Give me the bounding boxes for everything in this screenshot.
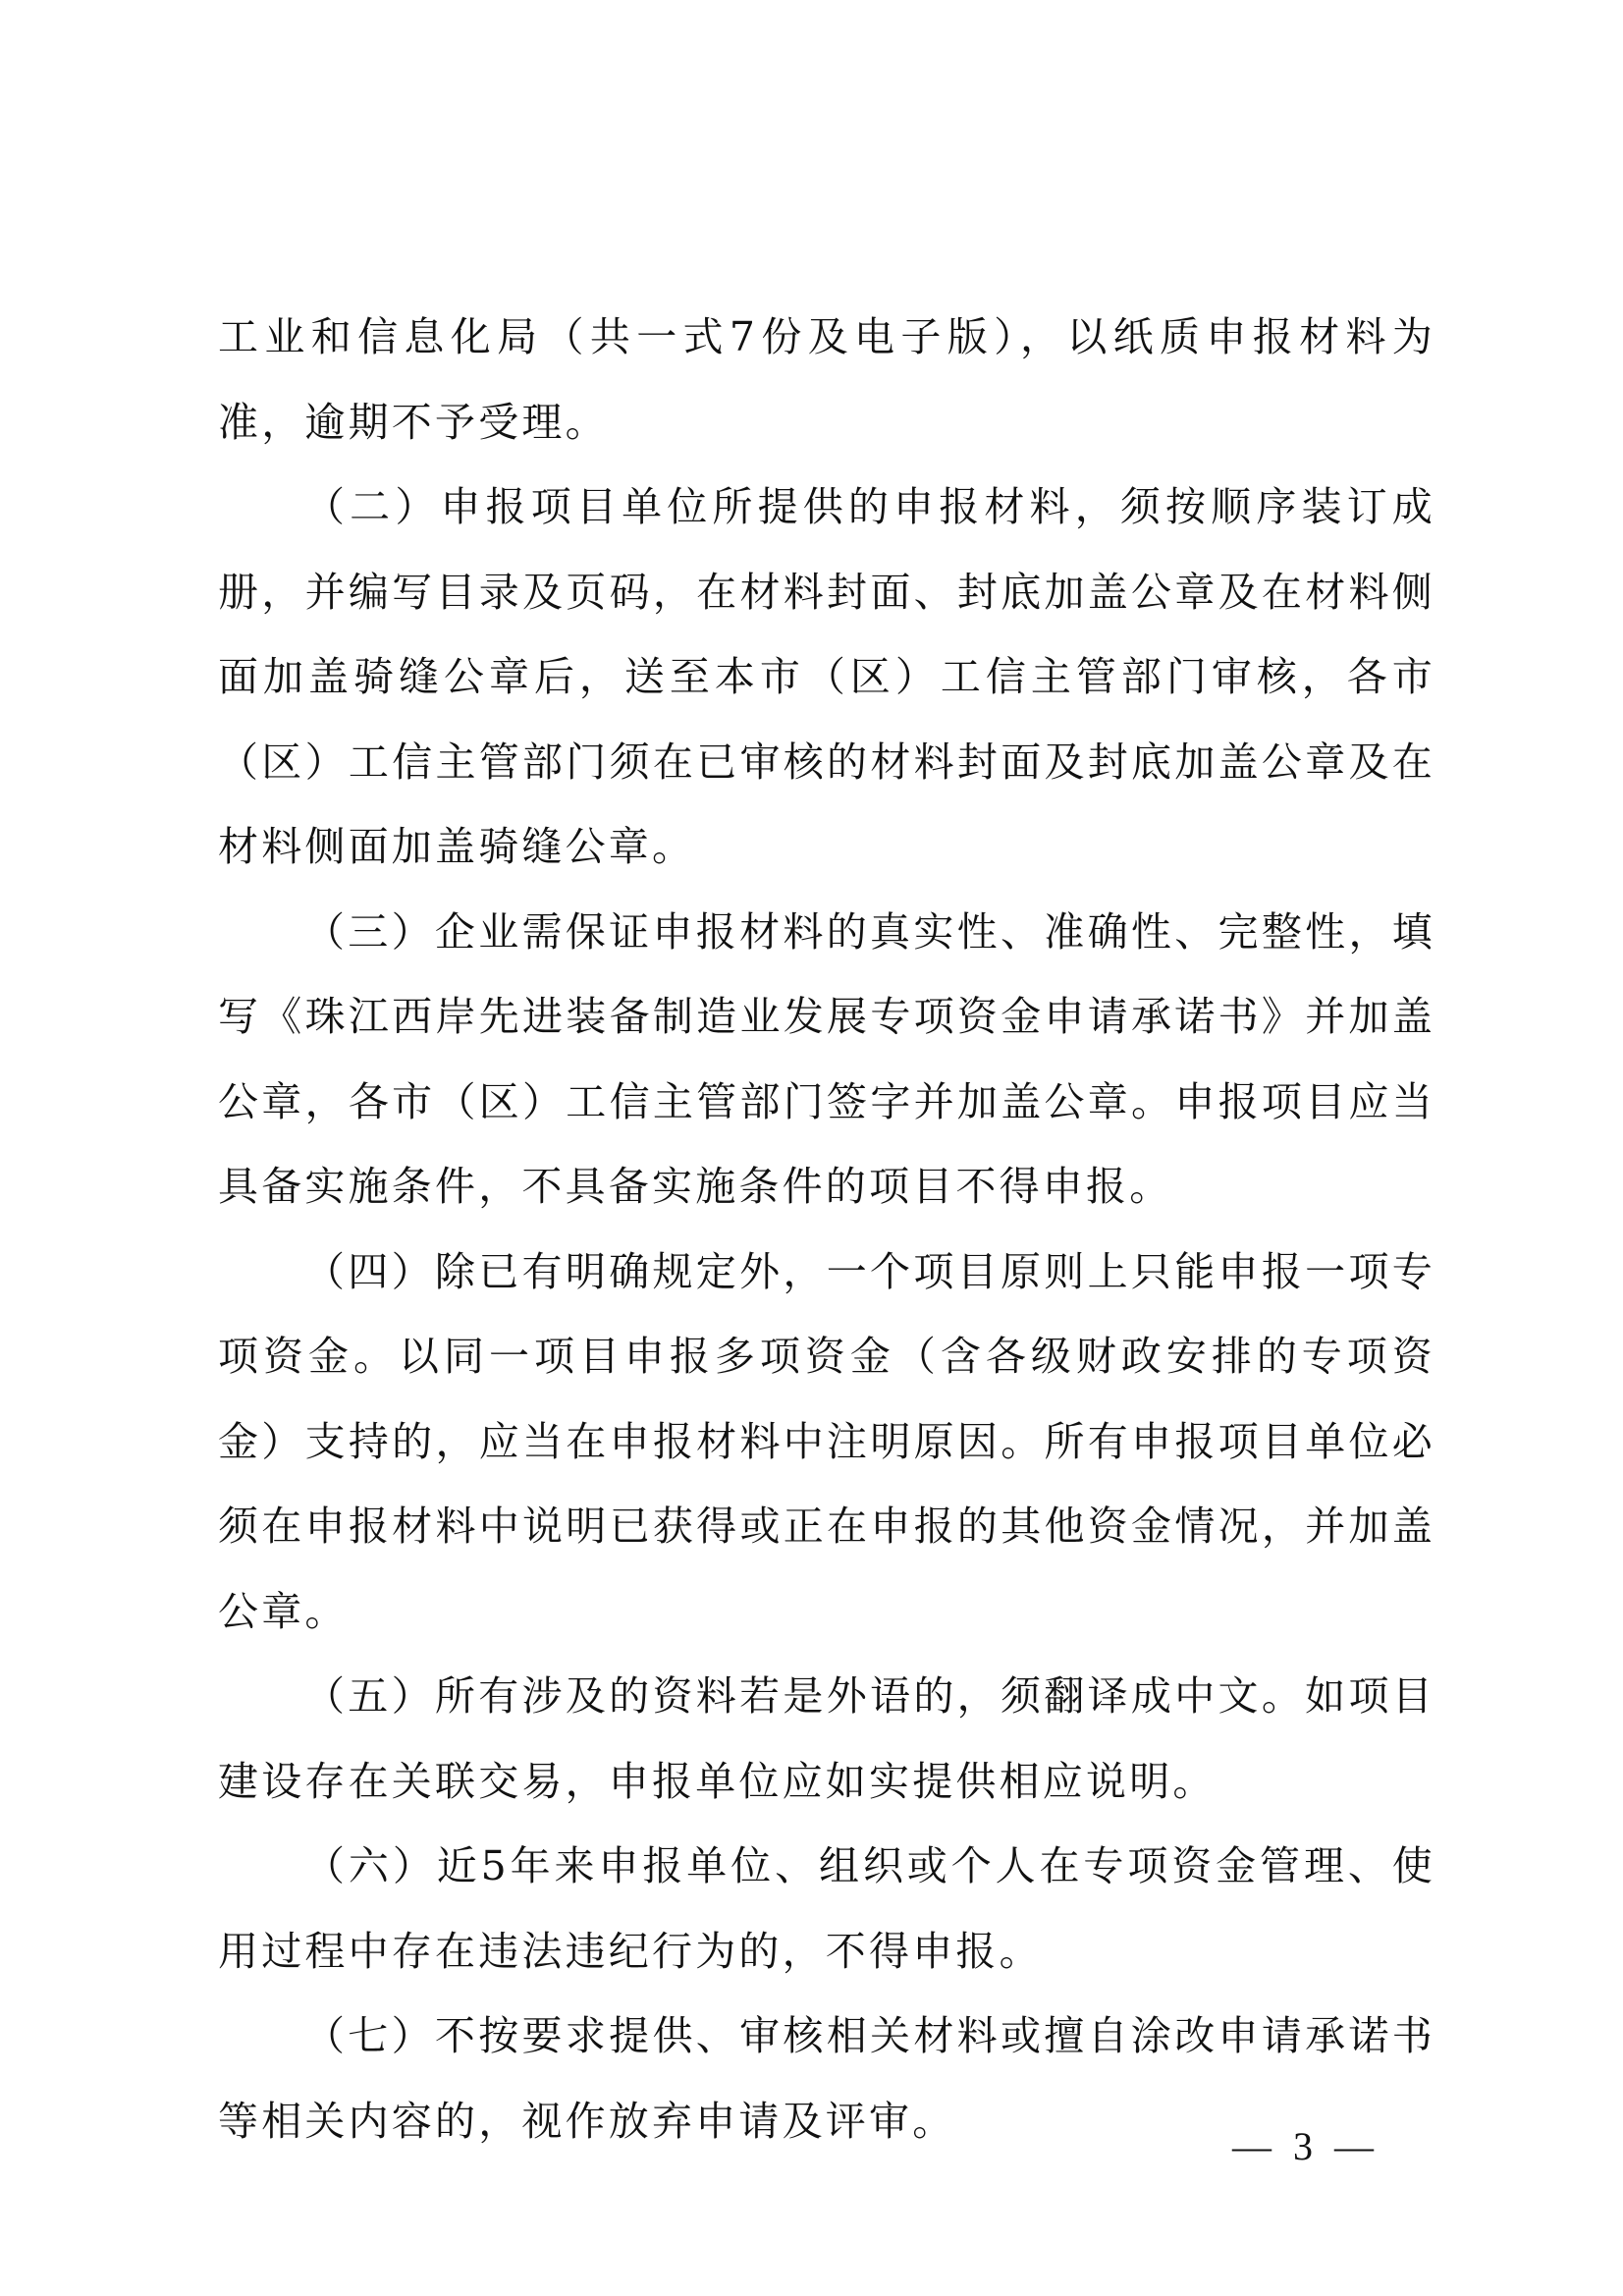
- body-text: [218, 295, 1435, 2163]
- paragraph-item-3: （三）企业需保证申报材料的真实性、准确性、完整性，填写《珠江西岸先进装备制造业发展专项资金申请承诺书》并加盖公章，各市（区）工信主管部门签字并加盖公章。申报项目应当具备实施条件，不具备实施条件的项目不得申报。: [218, 907, 1435, 1210]
- paragraph-item-5: （五）所有涉及的资料若是外语的，须翻译成中文。如项目建设存在关联交易，申报单位应如实提供相应说明。: [218, 1672, 1435, 1805]
- paragraph-item-2: （二）申报项目单位所提供的申报材料，须按顺序装订成册，并编写目录及页码，在材料封面、封底加盖公章及在材料侧面加盖骑缝公章后，送至本市（区）工信主管部门审核，各市（区）工信主管部门须在已审核的材料封面及封底加盖公章及在材料侧面加盖骑缝公章。: [218, 483, 1435, 870]
- paragraph-continuation: 工业和信息化局（共一式7份及电子版），以纸质申报材料为准，逾期不予受理。: [218, 313, 1435, 446]
- paragraph-item-7: （七）不按要求提供、审核相关材料或擅自涂改申请承诺书等相关内容的，视作放弃申请及评审。: [218, 2012, 1435, 2145]
- paragraph-item-4: （四）除已有明确规定外，一个项目原则上只能申报一项专项资金。以同一项目申报多项资金（含各级财政安排的专项资金）支持的，应当在申报材料中注明原因。所有申报项目单位必须在申报材料中说明已获得或正在申报的其他资金情况，并加盖公章。: [218, 1247, 1435, 1635]
- paragraph-item-6: （六）近5年来申报单位、组织或个人在专项资金管理、使用过程中存在违法违纪行为的，不得申报。: [218, 1842, 1435, 1975]
- page-number: — 3 —: [1232, 2124, 1380, 2168]
